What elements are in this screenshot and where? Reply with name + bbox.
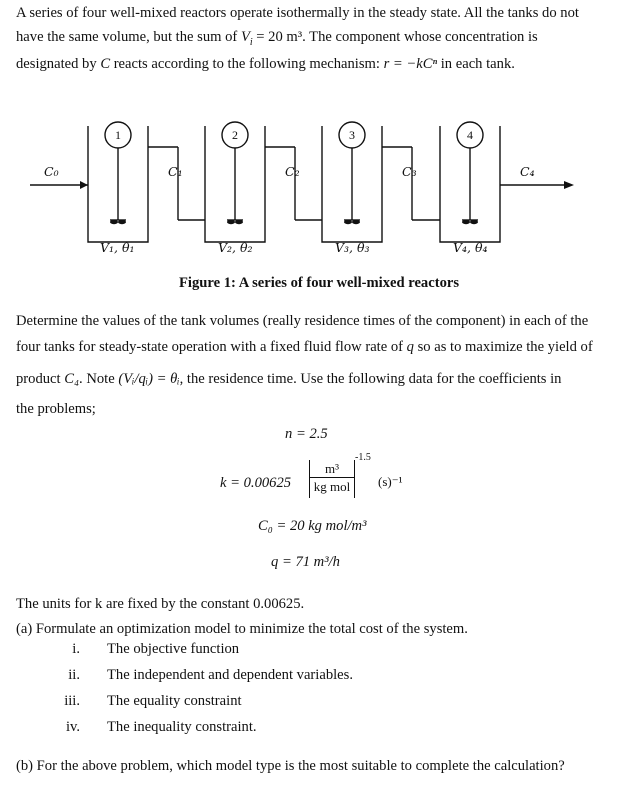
k-denominator: kg mol bbox=[313, 479, 351, 494]
intro-line-1: A series of four well-mixed reactors operate isothermally in the steady state. All the tanks do not bbox=[16, 5, 579, 21]
sub-item-number: i. bbox=[72, 641, 80, 657]
figure-caption: Figure 1: A series of four well-mixed reactors bbox=[178, 275, 460, 291]
tank-number-3: 3 bbox=[349, 128, 355, 142]
vi-symbol: V bbox=[240, 29, 250, 45]
volume-label-1: V₁, θ₁ bbox=[100, 240, 135, 255]
stream-label-c3: C₃ bbox=[402, 164, 417, 179]
eq-q: q = 71 m³/h bbox=[271, 554, 340, 570]
body-line-3 bbox=[16, 366, 622, 394]
intro-text: reacts according to the following mechanism: bbox=[110, 56, 384, 72]
eq-n: n = 2.5 bbox=[285, 426, 328, 442]
tank-number-4: 4 bbox=[467, 128, 473, 142]
eq-c0: C₀ = 20 kg mol/m³ bbox=[258, 518, 367, 534]
units-note: The units for k are fixed by the constant 0.00625. bbox=[16, 596, 305, 612]
sub-item-4 bbox=[0, 719, 638, 741]
volume-label-2: V₂, θ₂ bbox=[218, 240, 253, 255]
body-text: so as to maximize the yield of bbox=[413, 339, 593, 355]
reactor-series-diagram bbox=[0, 112, 638, 272]
eq-k-left bbox=[220, 475, 291, 492]
rate-equation: r = −kCⁿ bbox=[383, 56, 438, 72]
sub-item-number: iii. bbox=[64, 693, 80, 709]
body-text: product bbox=[16, 371, 65, 387]
intro-text: designated by bbox=[16, 56, 101, 72]
tank-number-1: 1 bbox=[115, 128, 121, 142]
k-value: k = 0.00625 bbox=[220, 475, 292, 491]
residence-time-note: (Vᵢ/qᵢ) = θᵢ bbox=[118, 371, 180, 387]
sub-item-number: iv. bbox=[65, 719, 80, 735]
q-symbol: q bbox=[406, 339, 414, 355]
outlet-arrowhead bbox=[564, 181, 574, 189]
body-line-1: Determine the values of the tank volumes (really residence times of the component) in each of the bbox=[16, 313, 589, 329]
body-text: four tanks for steady-state operation with a fixed fluid flow rate of bbox=[16, 339, 407, 355]
intro-text: in each tank. bbox=[437, 56, 515, 72]
sub-item-3 bbox=[0, 693, 638, 715]
k-numerator: m³ bbox=[310, 460, 354, 478]
sub-item-text: The equality constraint bbox=[107, 693, 242, 709]
k-exponent: -1.5 bbox=[355, 452, 371, 463]
volume-label-4: V₄, θ₄ bbox=[453, 240, 488, 255]
body-line-4: the problems; bbox=[16, 401, 96, 417]
stream-label-c1: C₁ bbox=[168, 164, 183, 179]
stream-label-c2: C₂ bbox=[285, 164, 300, 179]
sub-item-text: The independent and dependent variables. bbox=[107, 667, 353, 683]
sub-item-text: The objective function bbox=[107, 641, 240, 657]
c4-symbol: C₄ bbox=[64, 371, 80, 387]
part-a: (a) Formulate an optimization model to minimize the total cost of the system. bbox=[16, 621, 468, 637]
stream-label-c4: C₄ bbox=[520, 164, 535, 179]
sub-item-2 bbox=[0, 667, 638, 689]
volume-label-3: V₃, θ₃ bbox=[335, 240, 370, 255]
inlet-arrowhead bbox=[80, 181, 88, 189]
body-line-2 bbox=[16, 334, 622, 362]
intro-line-3 bbox=[16, 51, 622, 79]
k-seconds-unit: (s)⁻¹ bbox=[378, 474, 403, 489]
intro-text: have the same volume, but the sum of bbox=[16, 29, 241, 45]
c-symbol: C bbox=[100, 56, 111, 72]
intro-text: = 20 m³. The component whose concentration is bbox=[252, 29, 538, 45]
part-b: (b) For the above problem, which model type is the most suitable to complete the calculation? bbox=[16, 758, 565, 774]
stream-label-c0: C₀ bbox=[44, 164, 59, 179]
sub-item-number: ii. bbox=[68, 667, 80, 683]
body-text: , the residence time. Use the following data for the coefficients in bbox=[179, 371, 562, 387]
sub-item-text: The inequality constraint. bbox=[107, 719, 257, 735]
sub-item-1 bbox=[0, 641, 638, 663]
eq-k-bracket bbox=[309, 460, 355, 498]
body-text: . Note bbox=[79, 371, 119, 387]
vi-subscript: i bbox=[249, 36, 253, 48]
tank-number-2: 2 bbox=[232, 128, 238, 142]
